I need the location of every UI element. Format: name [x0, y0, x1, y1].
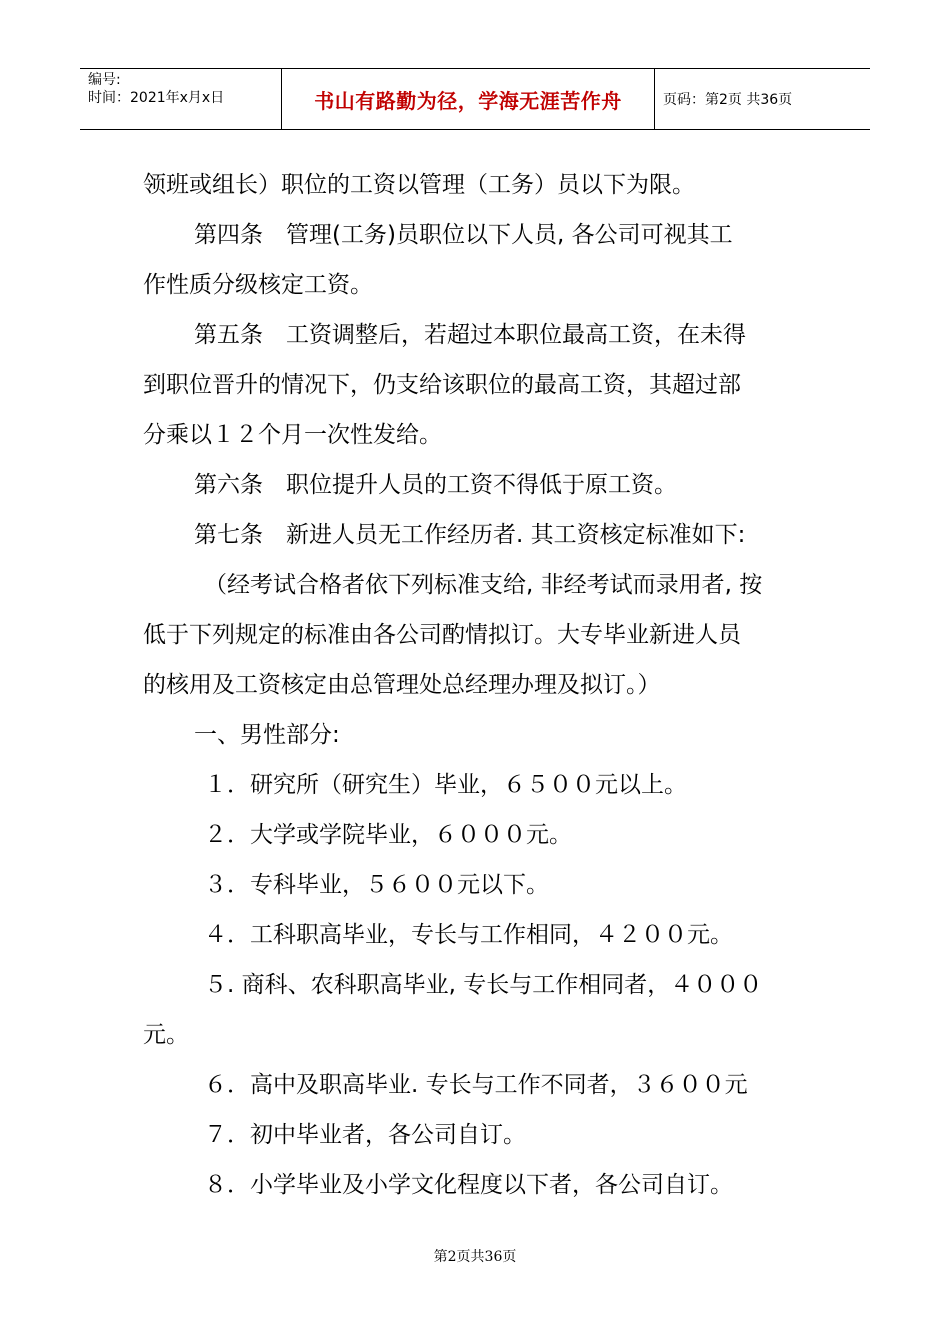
article-6: 第六条 职位提升人员的工资不得低于原工资。 [194, 472, 677, 498]
text-line: 元。 [143, 1022, 189, 1048]
header-table [80, 68, 870, 130]
text-line: 低于下列规定的标准由各公司酌情拟订。大专毕业新进人员 [143, 622, 741, 648]
list-item: ３．专科毕业，５６００元以下。 [204, 872, 549, 898]
article-7: 第七条 新进人员无工作经历者. 其工资核定标准如下: [194, 522, 746, 548]
list-item: ７．初中毕业者，各公司自订。 [204, 1122, 526, 1148]
text-line: 的核用及工资核定由总管理处总经理办理及拟订。） [143, 672, 661, 698]
article-4: 第四条 管理(工务)员职位以下人员, 各公司可视其工 [194, 222, 733, 248]
list-item: ４．工科职高毕业，专长与工作相同，４２００元。 [204, 922, 733, 948]
text-line: 分乘以１２个月一次性发给。 [143, 422, 442, 448]
document-number-label: 编号: [88, 72, 121, 88]
header-meta-cell [80, 69, 282, 129]
list-item: ２．大学或学院毕业，６０００元。 [204, 822, 572, 848]
page-footer: 第2页共36页 [433, 1249, 517, 1265]
text-line: 到职位晋升的情况下，仍支给该职位的最高工资，其超过部 [143, 372, 741, 398]
document-date: 时间：2021年x月x日 [88, 90, 225, 106]
text-line: （经考试合格者依下列标准支给, 非经考试而录用者, 按 [204, 572, 763, 598]
list-item: １．研究所（研究生）毕业，６５００元以上。 [204, 772, 687, 798]
article-5: 第五条 工资调整后，若超过本职位最高工资，在未得 [194, 322, 746, 348]
document-body [143, 160, 813, 1210]
text-line: 作性质分级核定工资。 [143, 272, 373, 298]
list-item: ５. 商科、农科职高毕业, 专长与工作相同者，４０００ [204, 972, 763, 998]
header-page-number: 页码：第2页 共36页 [663, 92, 793, 108]
header-motto: 书山有路勤为径，学海无涯苦作舟 [282, 69, 655, 129]
list-item: ８．小学毕业及小学文化程度以下者，各公司自订。 [204, 1172, 733, 1198]
list-item: ６．高中及职高毕业. 专长与工作不同者，３６００元 [204, 1072, 748, 1098]
section-heading: 一、男性部分: [194, 722, 340, 748]
text-line: 领班或组长）职位的工资以管理（工务）员以下为限。 [143, 172, 695, 198]
